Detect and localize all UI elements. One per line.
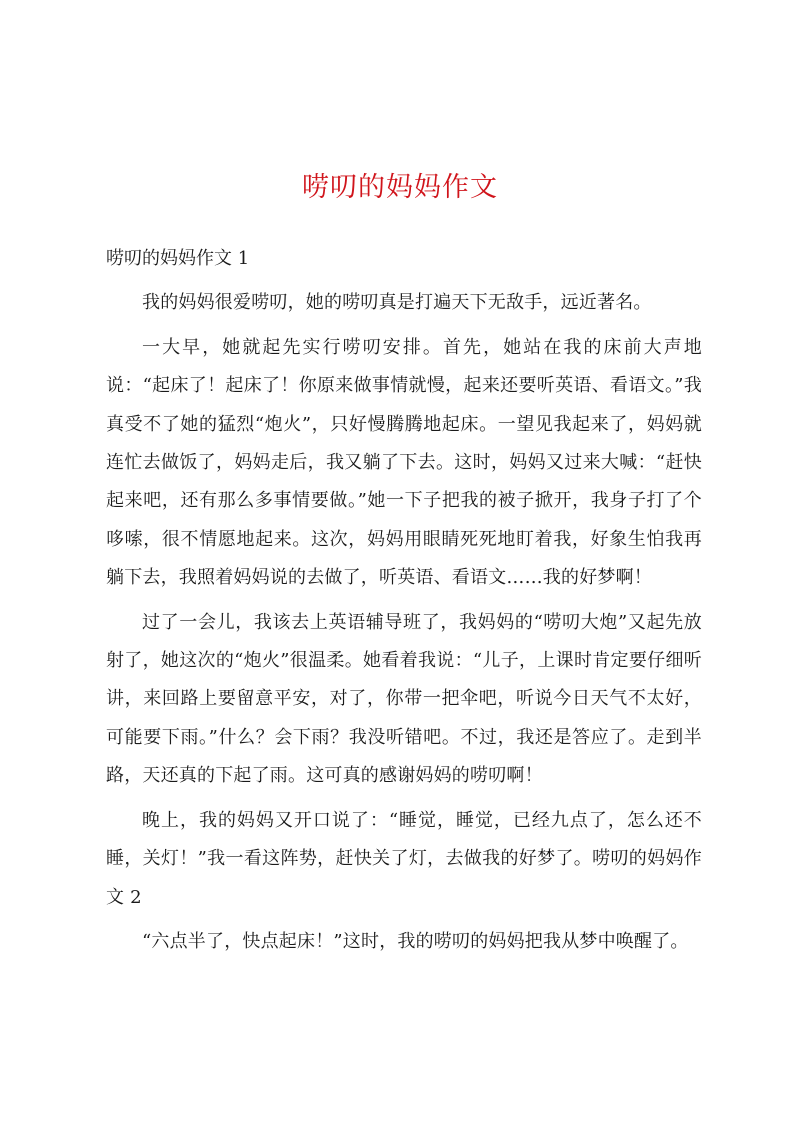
paragraph: 晚上，我的妈妈又开口说了：“睡觉，睡觉，已经九点了，怎么还不睡，关灯！”我一看这阵势，赶快关了灯，去做我的好梦了。唠叨的妈妈作文 2 <box>106 809 702 908</box>
paragraph: 我的妈妈很爱唠叨，她的唠叨真是打遍天下无敌手，远近著名。 <box>142 292 652 314</box>
paragraph: “六点半了，快点起床！”这时，我的唠叨的妈妈把我从梦中唤醒了。 <box>142 930 689 952</box>
document-body <box>106 240 702 967</box>
paragraph: 过了一会儿，我该去上英语辅导班了，我妈妈的“唠叨大炮”又起先放射了，她这次的“炮火”很温柔。她看着我说：“儿子，上课时肯定要仔细听讲，来回路上要留意平安，对了，你带一把伞吧，听说今日天气不太好，可能要下雨。”什么？会下雨？我没听错吧。不过，我还是答应了。走到半路，天还真的下起了雨。这可真的感谢妈妈的唠叨啊！ <box>106 611 702 787</box>
document-title: 唠叨的妈妈作文 <box>302 172 498 203</box>
section-heading: 唠叨的妈妈作文 1 <box>106 248 250 269</box>
paragraph: 一大早，她就起先实行唠叨安排。首先，她站在我的床前大声地说：“起床了！起床了！你原来做事情就慢，起来还要听英语、看语文。”我真受不了她的猛烈“炮火”，只好慢腾腾地起床。一望见我起来了，妈妈就连忙去做饭了，妈妈走后，我又躺了下去。这时，妈妈又过来大喊：“赶快起来吧，还有那么多事情要做。”她一下子把我的被子掀开，我身子打了个哆嗦，很不情愿地起来。这次，妈妈用眼睛死死地盯着我，好象生怕我再躺下去，我照着妈妈说的去做了，听英语、看语文……我的好梦啊！ <box>106 336 702 589</box>
